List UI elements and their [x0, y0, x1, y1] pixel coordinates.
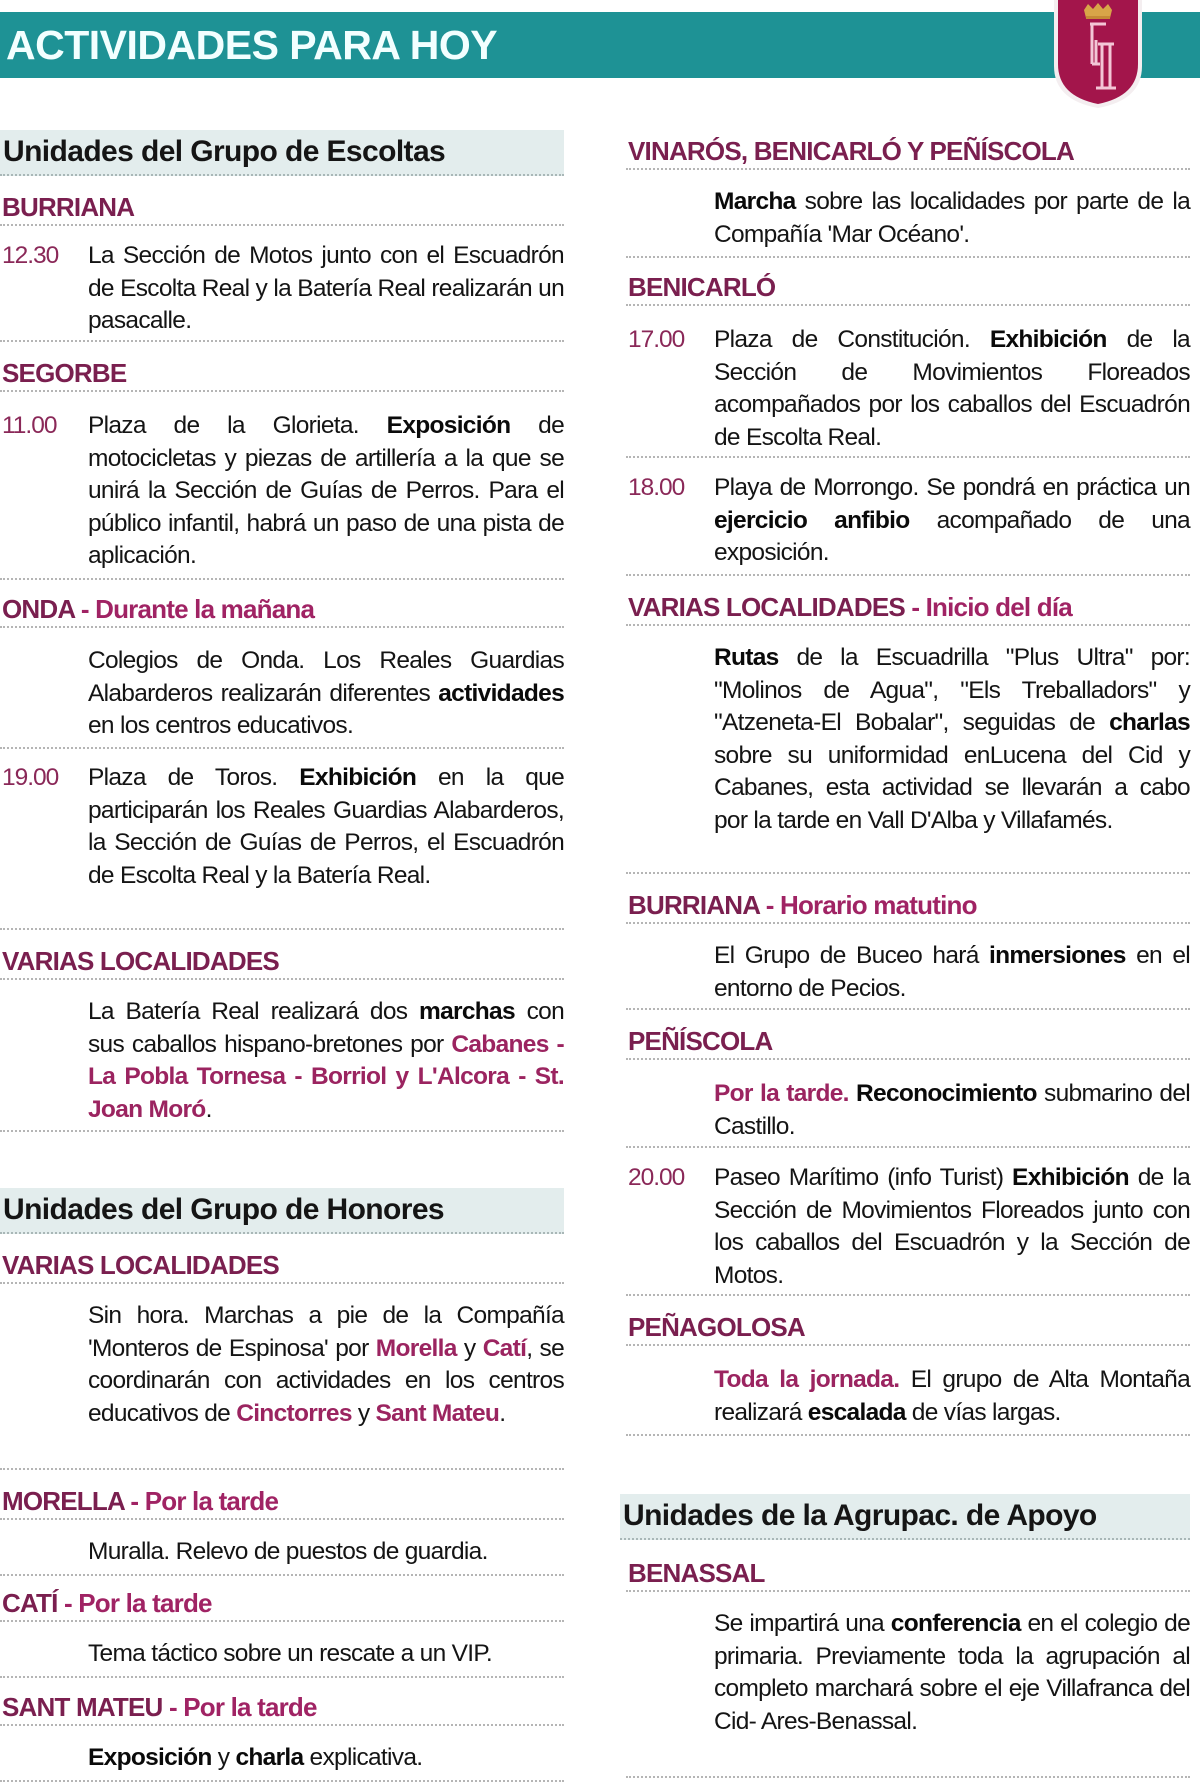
location-name: MORELLA	[2, 1486, 124, 1516]
location-heading	[0, 190, 564, 226]
location-name: ONDA	[2, 594, 75, 624]
location-name: PEÑÍSCOLA	[628, 1026, 773, 1056]
location-name: VARIAS LOCALIDADES	[2, 1250, 279, 1280]
activity-text: Rutas de la Escuadrilla "Plus Ultra" por: "Molinos de Agua", "Els Treballadors" y "Atzeneta-El Bobalar", seguidas de charlas sobre su uniformidad enLucena del Cid y Cabanes, esta actividad se llevarán a cabo por la tarde en Vall D'Alba y Villafamés.	[714, 644, 1190, 834]
location-name: SEGORBE	[2, 358, 127, 388]
activity-text: Se impartirá una conferencia en el colegio de primaria. Previamente toda la agrupación al completo marchará sobre el eje Villafranca del Cid- Ares-Benassal.	[714, 1610, 1190, 1735]
location-heading	[0, 1690, 564, 1726]
activity-entry	[0, 1536, 564, 1576]
activity-text: Playa de Morrongo. Se pondrá en práctica un ejercicio anfibio acompañado de una exposición.	[714, 474, 1190, 566]
activity-entry	[626, 642, 1190, 874]
activity-text: Por la tarde. Reconocimiento submarino del Castillo.	[714, 1080, 1190, 1140]
activity-entry	[0, 762, 564, 930]
location-heading	[626, 1556, 1190, 1592]
location-name: PEÑAGOLOSA	[628, 1312, 805, 1342]
activity-entry	[626, 1162, 1190, 1296]
activity-time: 18.00	[628, 474, 685, 501]
activity-entry	[0, 645, 564, 749]
location-heading	[0, 1586, 564, 1622]
activity-entry	[0, 1638, 564, 1678]
activity-entry	[0, 996, 564, 1132]
activity-text: Toda la jornada. El grupo de Alta Montaña realizará escalada de vías largas.	[714, 1366, 1190, 1426]
activity-text: Plaza de la Glorieta. Exposición de motocicletas y piezas de artillería a la que se unirá la Sección de Guías de Perros. Para el público infantil, habrá un paso de una pista de aplicación.	[88, 412, 564, 569]
activity-entry	[626, 472, 1190, 576]
location-heading	[626, 1310, 1190, 1346]
activity-entry	[626, 1364, 1190, 1436]
location-subtitle: - Por la tarde	[57, 1588, 212, 1618]
activity-time: 11.00	[2, 412, 57, 439]
page-title: ACTIVIDADES PARA HOY	[6, 22, 498, 68]
activity-entry	[0, 1742, 564, 1782]
activity-text: Colegios de Onda. Los Reales Guardias Alabarderos realizarán diferentes actividades en los centros educativos.	[88, 647, 564, 739]
group-header-apoyo: Unidades de la Agrupac. de Apoyo	[620, 1494, 1190, 1540]
location-heading	[0, 944, 564, 980]
location-subtitle: - Horario matutino	[759, 890, 977, 920]
activity-entry	[0, 240, 564, 342]
location-heading	[0, 1484, 564, 1520]
activity-entry	[626, 1078, 1190, 1148]
activity-time: 20.00	[628, 1164, 685, 1191]
activity-entry	[626, 940, 1190, 1010]
location-heading	[0, 1248, 564, 1284]
location-name: VARIAS LOCALIDADES	[2, 946, 279, 976]
location-heading	[0, 356, 564, 392]
activity-time: 19.00	[2, 764, 59, 791]
location-name: BURRIANA	[2, 192, 135, 222]
location-heading	[626, 1024, 1190, 1060]
activity-text: Plaza de Toros. Exhibición en la que participarán los Reales Guardias Alabarderos, la Sección de Guías de Perros, el Escuadrón de Escolta Real y la Batería Real.	[88, 764, 564, 889]
location-subtitle: - Por la tarde	[123, 1486, 279, 1516]
location-name: VINARÓS, BENICARLÓ Y PEÑÍSCOLA	[628, 136, 1074, 166]
activity-text: Plaza de Constitución. Exhibición de la Sección de Movimientos Floreados acompañados por los caballos del Escuadrón de Escolta Real.	[714, 326, 1190, 451]
location-name: SANT MATEU	[2, 1692, 163, 1722]
location-heading	[626, 134, 1190, 170]
activity-entry	[0, 410, 564, 580]
location-subtitle: - Durante la mañana	[74, 594, 315, 624]
location-subtitle: - Inicio del día	[904, 592, 1072, 622]
activity-text: Exposición y charla explicativa.	[88, 1744, 423, 1771]
location-name: VARIAS LOCALIDADES	[628, 592, 905, 622]
activity-text: La Batería Real realizará dos marchas con sus caballos hispano-bretones por Cabanes - La Pobla Tornesa - Borriol y L'Alcora - St. Joan Moró.	[88, 998, 564, 1123]
activity-text: El Grupo de Buceo hará inmersiones en el entorno de Pecios.	[714, 942, 1190, 1002]
activity-text: Marcha sobre las localidades por parte de la Compañía 'Mar Océano'.	[714, 188, 1190, 248]
activity-text: La Sección de Motos junto con el Escuadrón de Escolta Real y la Batería Real realizarán un pasacalle.	[88, 242, 564, 334]
activity-entry	[0, 1300, 564, 1470]
location-name: BURRIANA	[628, 890, 760, 920]
location-name: BENASSAL	[628, 1558, 765, 1588]
activity-entry	[626, 324, 1190, 458]
activity-text: Sin hora. Marchas a pie de la Compañía 'Monteros de Espinosa' por Morella y Catí, se coordinarán con actividades en los centros educativos de Cinctorres y Sant Mateu.	[88, 1302, 565, 1427]
activity-text: Paseo Marítimo (info Turist) Exhibición de la Sección de Movimientos Floreados junto con los caballos del Escuadrón y la Sección de Motos.	[714, 1164, 1190, 1289]
location-heading	[626, 888, 1190, 924]
guardia-real-crest-icon	[1050, 0, 1146, 108]
location-heading	[626, 270, 1190, 306]
activity-entry	[626, 1608, 1190, 1778]
location-heading	[0, 592, 564, 628]
location-name: BENICARLÓ	[628, 272, 776, 302]
group-header-escoltas: Unidades del Grupo de Escoltas	[0, 130, 564, 176]
location-name: CATÍ	[2, 1588, 58, 1618]
activity-entry	[626, 186, 1190, 258]
activity-time: 12.30	[2, 242, 59, 269]
group-header-honores: Unidades del Grupo de Honores	[0, 1188, 564, 1234]
activity-text: Muralla. Relevo de puestos de guardia.	[88, 1538, 488, 1565]
location-subtitle: - Por la tarde	[162, 1692, 317, 1722]
location-heading	[626, 590, 1190, 626]
activity-time: 17.00	[628, 326, 685, 353]
activity-text: Tema táctico sobre un rescate a un VIP.	[88, 1640, 492, 1667]
